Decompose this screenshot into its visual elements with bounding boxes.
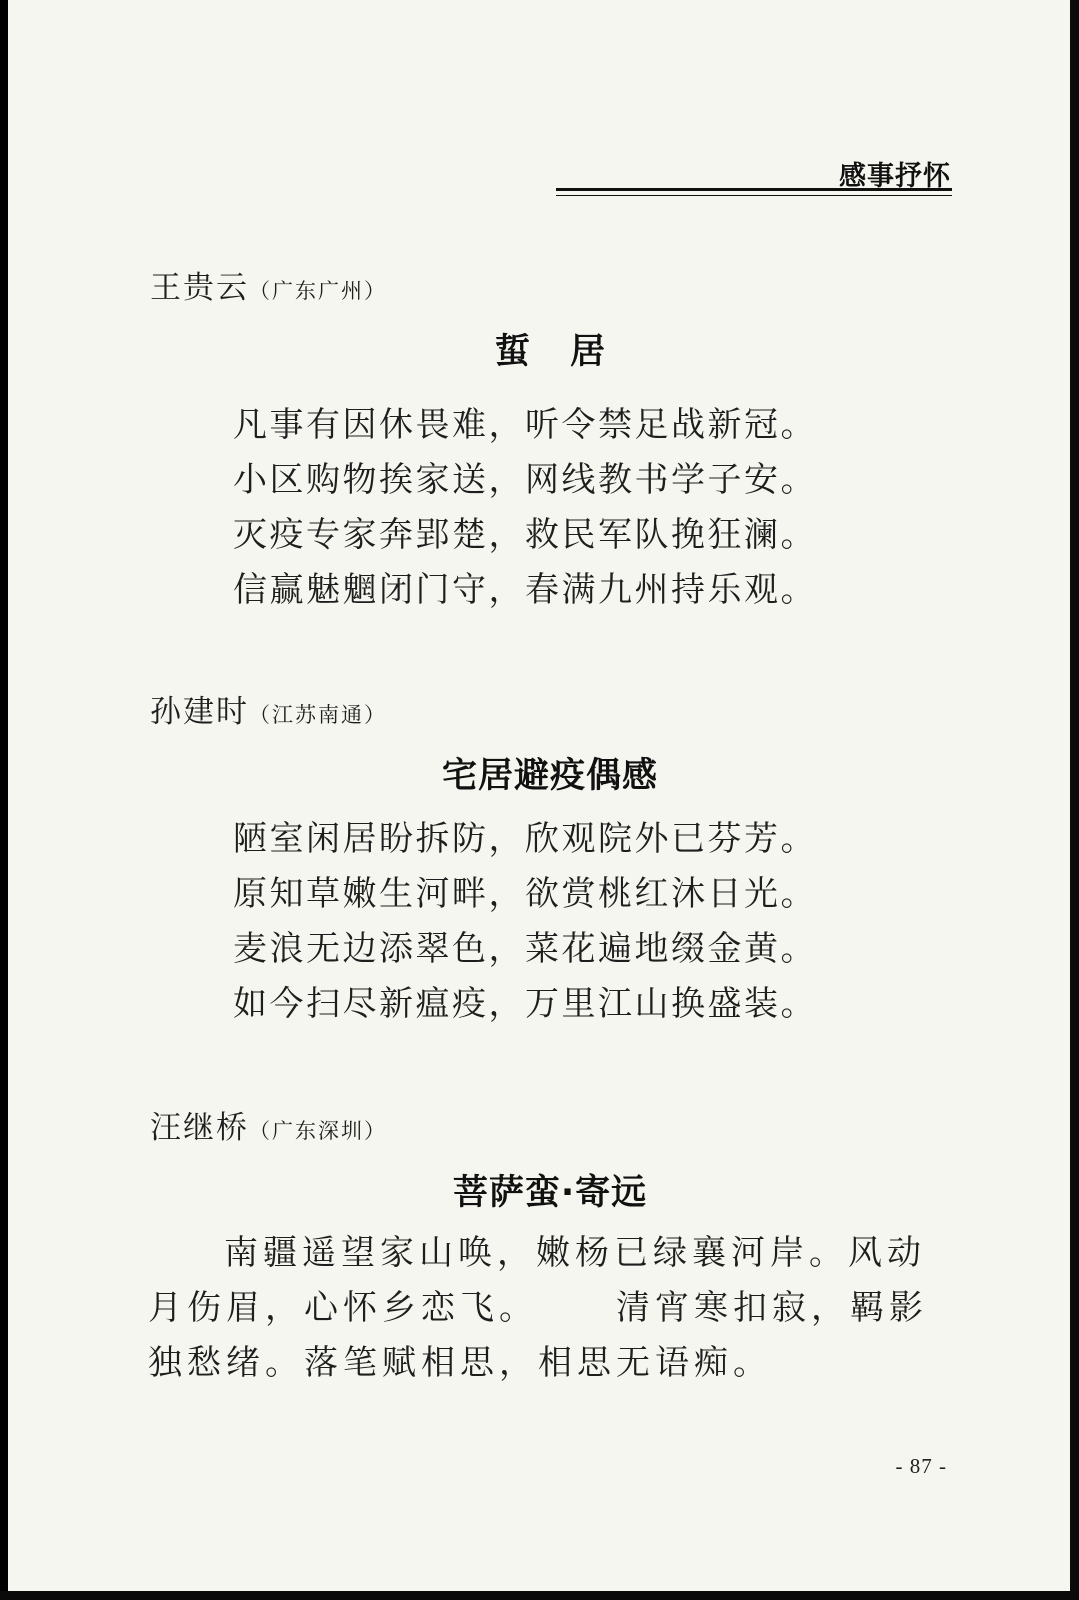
poem-2-author-line — [150, 686, 387, 731]
ci-stanza-2: 清宵寒扣寂，羁影独愁绪。落笔赋相思，相思无语痴。 — [148, 1288, 928, 1383]
poem-1-verse — [233, 398, 817, 618]
verse-line: 陋室闲居盼拆防，欣观院外已芬芳。 — [233, 819, 817, 859]
poem-2-title: 宅居避疫偶感 — [441, 756, 658, 796]
running-head: 感事抒怀 — [839, 161, 951, 192]
scan-edge-left — [0, 0, 8, 1600]
scan-edge-bottom — [0, 1591, 1079, 1600]
ci-stanza-1: 南疆遥望家山唤，嫩杨已绿襄河岸。风动月伤眉，心怀乡恋飞。 — [148, 1233, 926, 1328]
poem-2-verse — [233, 812, 817, 1032]
poem-2-author: 孙建时 — [150, 694, 249, 730]
verse-line: 麦浪无边添翠色，菜花遍地缀金黄。 — [233, 929, 817, 969]
verse-line: 小区购物挨家送，网线教书学子安。 — [233, 460, 817, 500]
poem-3-place: （广东深圳） — [249, 1119, 387, 1143]
poem-1-title: 蜇居 — [494, 332, 645, 372]
verse-line: 灭疫专家奔郢楚，救民军队挽狂澜。 — [233, 515, 817, 555]
poem-1-author-line — [150, 262, 387, 307]
scan-edge-right — [1070, 0, 1079, 1600]
verse-line: 信赢魅魍闭门守，春满九州持乐观。 — [233, 570, 817, 610]
verse-line: 凡事有因休畏难，听令禁足战新冠。 — [233, 405, 817, 445]
poem-3-title: 菩萨蛮·寄远 — [452, 1173, 648, 1213]
poem-1-author: 王贵云 — [150, 270, 249, 306]
poem-2-place: （江苏南通） — [249, 703, 387, 727]
poem-1-place: （广东广州） — [249, 279, 387, 303]
verse-line: 原知草嫩生河畔，欲赏桃红沐日光。 — [233, 874, 817, 914]
poem-3-body — [148, 1226, 938, 1391]
page-number: - 87 - — [895, 1454, 947, 1478]
poem-3-author: 汪继桥 — [150, 1110, 249, 1146]
poem-3-author-line — [150, 1102, 387, 1147]
running-head-rule — [556, 188, 952, 196]
verse-line: 如今扫尽新瘟疫，万里江山换盛装。 — [233, 984, 817, 1024]
